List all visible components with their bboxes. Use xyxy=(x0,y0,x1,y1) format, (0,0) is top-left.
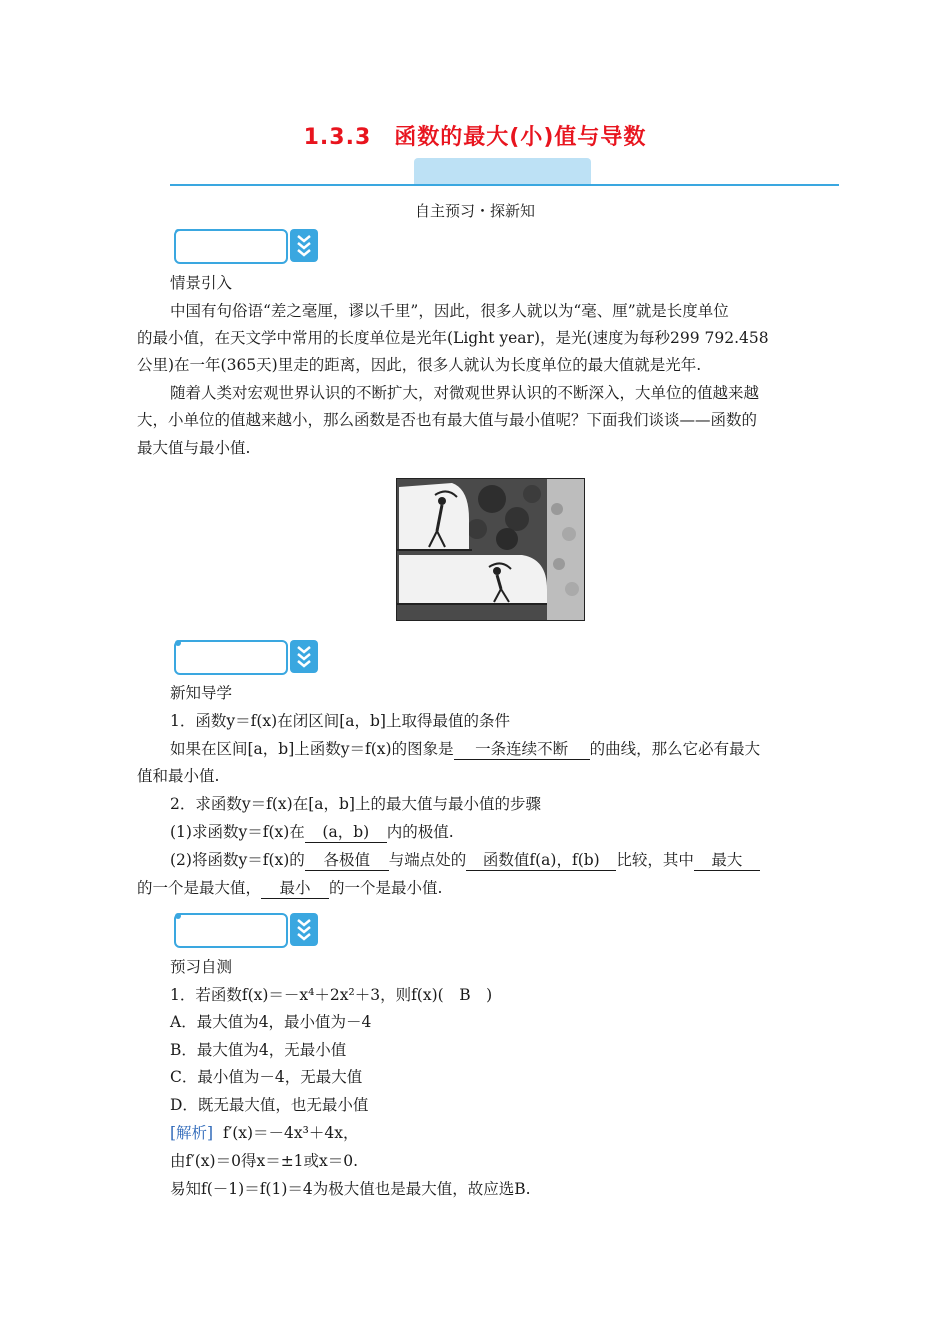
option-c: C．最小值为－4，无最大值 xyxy=(170,1068,363,1086)
knowledge-item-2: 2．求函数y＝f(x)在[a，b]上的最大值与最小值的步骤 xyxy=(170,795,541,813)
fill-blank: (a，b) xyxy=(305,822,387,843)
paragraph-line: 大，小单位的值越来越小，那么函数是否也有最大值与最小值呢？下面我们谈谈——函数的 xyxy=(137,411,758,429)
analysis-line: 易知f(－1)＝f(1)＝4为极大值也是最大值，故应选B. xyxy=(170,1180,531,1198)
text-span: (1)求函数y＝f(x)在 xyxy=(170,823,305,841)
knowledge-line: 值和最小值. xyxy=(137,767,220,785)
text-span: (2)将函数y＝f(x)的 xyxy=(170,851,305,869)
double-chevron-down-icon xyxy=(290,640,318,673)
fill-blank: 各极值 xyxy=(305,850,389,871)
header-rule xyxy=(170,184,839,186)
knowledge-line xyxy=(170,819,454,846)
fill-blank: 一条连续不断 xyxy=(454,739,590,760)
question-1: 1．若函数f(x)＝－x⁴＋2x²＋3，则f(x)( B ) xyxy=(170,986,493,1004)
double-chevron-down-icon xyxy=(290,229,318,262)
text-span: 比较，其中 xyxy=(616,851,694,869)
label-dot xyxy=(175,913,181,919)
knowledge-heading: 新知导学 xyxy=(170,684,233,702)
knowledge-line xyxy=(170,736,760,763)
text-span: 如果在区间[a，b]上函数y＝f(x)的图象是 xyxy=(170,740,454,758)
paragraph-line: 公里)在一年(365天)里走的距离，因此，很多人就认为长度单位的最大值就是光年. xyxy=(137,356,702,374)
analysis-label: [解析] xyxy=(170,1124,214,1142)
analysis-line xyxy=(170,1120,358,1147)
page-title: 1.3.3 函数的最大(小)值与导数 xyxy=(303,125,647,150)
fill-blank: 最小 xyxy=(261,878,329,899)
label-box xyxy=(174,229,288,264)
double-chevron-down-icon xyxy=(290,913,318,946)
text-span: 内的极值. xyxy=(386,823,454,841)
option-a: A．最大值为4，最小值为－4 xyxy=(170,1013,372,1031)
selftest-heading: 预习自测 xyxy=(170,958,233,976)
scene-heading: 情景引入 xyxy=(170,274,233,292)
text-span: 的一个是最大值， xyxy=(137,879,262,897)
knowledge-line xyxy=(170,847,760,874)
paragraph-line: 的最小值，在天文学中常用的长度单位是光年(Light year)，是光(速度为每秒299 792.458 xyxy=(137,329,769,347)
paragraph-line: 中国有句俗语“差之毫厘，谬以千里”，因此，很多人就以为“毫、厘”就是长度单位 xyxy=(170,302,729,320)
knowledge-line xyxy=(137,875,442,902)
paragraph-line: 随着人类对宏观世界认识的不断扩大，对微观世界认识的不断深入，大单位的值越来越 xyxy=(170,384,760,402)
analysis-line: 由f′(x)＝0得x＝±1或x＝0. xyxy=(170,1152,359,1170)
header-tab xyxy=(414,158,591,185)
text-span: f′(x)＝－4x³＋4x， xyxy=(222,1124,359,1142)
text-span: 的一个是最小值. xyxy=(329,879,443,897)
label-dot xyxy=(175,640,181,646)
cartoon-illustration xyxy=(396,478,585,621)
section-heading: 自主预习・探新知 xyxy=(414,202,535,220)
text-span: 的曲线，那么它必有最大 xyxy=(589,740,761,758)
fill-blank: 函数值f(a)，f(b) xyxy=(466,850,616,871)
fill-blank: 最大 xyxy=(694,850,760,871)
option-d: D．既无最大值，也无最小值 xyxy=(170,1096,369,1114)
text-span: 与端点处的 xyxy=(388,851,467,869)
label-box xyxy=(174,913,288,948)
paragraph-line: 最大值与最小值. xyxy=(137,439,251,457)
label-box xyxy=(174,640,288,675)
knowledge-item-1: 1．函数y＝f(x)在闭区间[a，b]上取得最值的条件 xyxy=(170,712,510,730)
option-b: B．最大值为4，无最小值 xyxy=(170,1041,347,1059)
